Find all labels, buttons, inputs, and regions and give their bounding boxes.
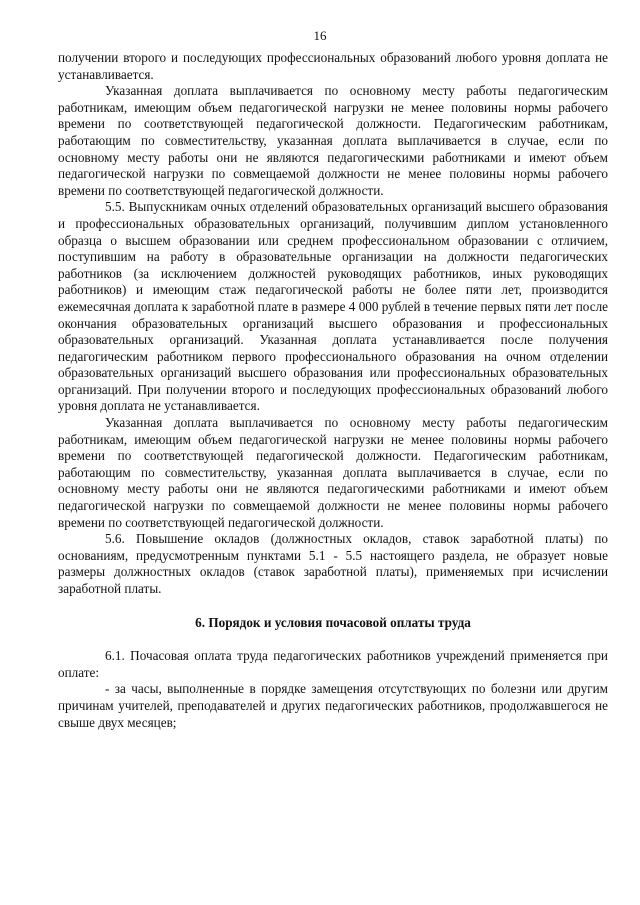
document-body — [58, 50, 608, 731]
paragraph: Указанная доплата выплачивается по основному месту работы педагогическим работникам, имеющим объем педагогической нагрузки не менее половины нормы рабочего времени по соответствующей педагогической должности. Педагогическим работникам, работающим по совместительству, указанная доплата выплачивается в случае, если по основному месту работы они не являются педагогическими работниками и имеют объем педагогической нагрузки по совмещаемой должности не менее половины нормы рабочего времени по соответствующей педагогической должности. — [58, 83, 608, 198]
paragraph: 6.1. Почасовая оплата труда педагогических работников учреждений применяется при оплате: — [58, 648, 608, 680]
paragraph: получении второго и последующих профессиональных образований любого уровня доплата не устанавливается. — [58, 50, 608, 82]
paragraph: Указанная доплата выплачивается по основному месту работы педагогическим работникам, имеющим объем педагогической нагрузки не менее половины нормы рабочего времени по соответствующей педагогической должности. Педагогическим работникам, работающим по совместительству, указанная доплата выплачивается в случае, если по основному месту работы они не являются педагогическими работниками и имеют объем педагогической нагрузки по совмещаемой должности не менее половины нормы рабочего времени по соответствующей педагогической должности. — [58, 415, 608, 530]
page-number: 16 — [313, 28, 327, 43]
section-heading: 6. Порядок и условия почасовой оплаты труда — [195, 614, 471, 630]
paragraph: 5.6. Повышение окладов (должностных окладов, ставок заработной платы) по основаниям, предусмотренным пунктами 5.1 - 5.5 настоящего раздела, не образует новые размеры должностных окладов (ставок заработной платы), применяемых при исчислении заработной платы. — [58, 531, 608, 596]
paragraph: - за часы, выполненные в порядке замещения отсутствующих по болезни или другим причинам учителей, преподавателей и других педагогических работников, продолжавшегося не свыше двух месяцев; — [58, 681, 608, 730]
paragraph: 5.5. Выпускникам очных отделений образовательных организаций высшего образования и профессиональных образовательных организаций, получившим диплом установленного образца о высшем образовании или среднем профессиональном образовании с отличием, поступившим на работу в образовательные организации на должности педагогических работников (за исключением должностей руководящих работников, иных руководящих работников) и имеющим стаж педагогической работы не более пяти лет, производится ежемесячная доплата к заработной плате в размере 4 000 рублей в течение первых пяти лет после окончания образовательных организаций высшего образования и профессиональных образовательных организаций. Указанная доплата устанавливается после получения педагогическим работником первого профессионального образования на очном отделении образовательных организаций высшего образования или профессиональных образовательных организаций. При получении второго и последующих профессиональных образований любого уровня доплата не устанавливается. — [58, 199, 608, 414]
